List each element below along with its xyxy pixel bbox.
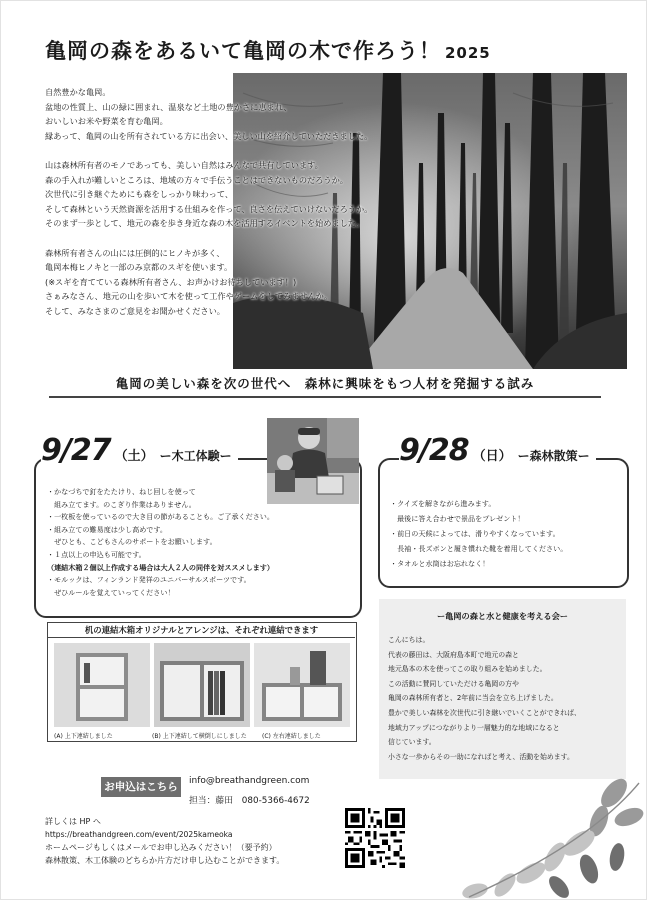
day1-dow: （土）	[114, 449, 154, 464]
message-line: 地域力アップにつながりより一層魅力的な地域になると	[388, 723, 560, 732]
intro-paragraph-1	[45, 85, 425, 143]
organization-panel	[379, 599, 626, 779]
intro-line: そのまず一歩として、地元の森を歩き身近な森の木を活用するイベントを始めました。	[45, 218, 365, 229]
box-caption-c: (C) 左右連結しました	[262, 733, 321, 740]
intro-line: (※スギを育てている森林所有者さん、お声かけお待ちしています！)	[45, 276, 297, 287]
qr-code[interactable]	[345, 808, 405, 868]
contact-phone: 担当：藤田 080-5366-4672	[189, 796, 310, 806]
homepage-link[interactable]: https://breathandgreen.com/event/2025kameoka	[45, 830, 233, 839]
day1-item-note: （連結木箱２個以上作成する場合は大人２人の同伴を対ススメします）	[47, 562, 274, 572]
intro-line: そして森林という天然資源を活用する仕組みを作って、良さを伝えていけないだろうか。	[45, 203, 373, 214]
box-caption-a: (A) 上下連結しました	[54, 733, 113, 740]
box-photo-a	[54, 643, 150, 727]
leaves-decoration	[439, 773, 647, 900]
day1-item: ・組み立ての難易度は少し高めです。	[47, 524, 168, 534]
day2-item: ・前日の天候によっては、滑りやすくなっています。	[390, 529, 560, 538]
day2-item: ・タオルと水筒はお忘れなく！	[390, 559, 490, 568]
box-b-illustration	[154, 643, 250, 727]
day2-item: ・クイズを解きながら進みます。	[390, 499, 496, 508]
day1-heading	[41, 433, 238, 468]
intro-paragraph-2	[45, 158, 425, 231]
box-photo-c	[254, 643, 350, 727]
page-title	[45, 35, 491, 65]
intro-line: おいしいお米や野菜を育む亀岡。	[45, 116, 168, 127]
intro-line: さぁみなさん、地元の山を歩いて木を使って工作やゲームをしてみませんか。	[45, 291, 333, 302]
day2-item: 最後に答え合わせで景品をプレゼント！	[390, 514, 525, 523]
message-line: 代表の藤田は、大阪府島本町で地元の森と	[388, 650, 519, 659]
box-c-illustration	[254, 643, 350, 727]
intro-line: 自然豊かな亀岡。	[45, 87, 111, 97]
message-line: この活動に賛同していただける亀岡の方や	[388, 679, 519, 688]
woodwork-illustration	[267, 418, 359, 504]
intro-paragraph-3	[45, 246, 425, 319]
organization-message	[388, 633, 624, 764]
footer-line: ホームページもしくはメールでお申し込みください！（要予約）	[45, 843, 277, 852]
day1-item: ・一枚板を使っているので大き目の節があることも。ご了承ください。	[47, 512, 274, 522]
box-caption-b: (B) 上下連結して横倒しにしました	[152, 733, 247, 740]
day1-item: ・１点以上の申込も可能です。	[47, 549, 146, 559]
woodwork-photo	[267, 418, 359, 504]
day2-date: 9/28	[399, 433, 469, 468]
day1-date-num: 27	[70, 433, 111, 468]
day2-date-num: 28	[428, 433, 469, 468]
intro-line: そして、みなさまのご意見をお聞かせください。	[45, 305, 225, 316]
tagline-banner	[49, 372, 601, 398]
message-line: 信じています。	[388, 738, 436, 747]
day1-date: 9/27	[41, 433, 111, 468]
message-line: 地元島本の木を使ってこの取り組みを始めました。	[388, 665, 547, 674]
day2-dow: （日）	[472, 449, 512, 464]
intro-line: 盆地の性質上、山の緑に囲まれ、温泉など土地の豊かさに恵まれ、	[45, 101, 292, 112]
day1-item: ・かなづちで釘をたたけり、ねじ回しを使って	[47, 487, 196, 496]
intro-line: 次世代に引き継ぐためにも森をしっかり味わって、	[45, 189, 234, 200]
title-year: 2025	[445, 44, 491, 62]
day1-item: ぜひルールを覚えていってください！	[47, 587, 175, 597]
intro-line: 山は森林所有者のモノであっても、美しい自然はみんなで共有しています。	[45, 159, 323, 170]
day1-item: ・モルックは、フィンランド発祥のユニバーサルスポーツです。	[47, 575, 251, 585]
box-a-illustration	[54, 643, 150, 727]
day2-details	[390, 496, 626, 571]
intro-line: 森林所有者さんの山には圧倒的にヒノキが多く、	[45, 247, 225, 258]
tagline-text: 亀岡の美しい森を次の世代へ 森林に興味をもつ人材を発掘する試み	[115, 376, 535, 391]
contact-email[interactable]: info@breathandgreen.com	[189, 776, 310, 786]
day2-item: 長袖・長ズボンと履き慣れた靴を着用してください。	[390, 544, 568, 553]
boxes-title: 机の連結木箱オリジナルとアレンジは、それぞれ連結できます	[48, 623, 355, 638]
wooden-boxes-panel	[47, 622, 357, 742]
message-line: 亀岡の森林所有者と、2年前に当会を立ち上げました。	[388, 694, 558, 703]
day1-item: ぜひとも、こどもさんのサポートをお願いします。	[47, 537, 217, 547]
intro-line: 森の手入れが難しいところは、地域の方々で手伝うことはできないものだろうか。	[45, 174, 348, 185]
footer-text	[45, 815, 284, 867]
box-photo-b	[154, 643, 250, 727]
day1-event: ー木工体験ー	[159, 449, 232, 463]
footer-line: 詳しくは HP へ	[45, 817, 101, 826]
organization-title: ー亀岡の森と水と健康を考える会ー	[436, 611, 568, 621]
day2-heading	[399, 433, 596, 468]
message-line: 小さな一歩からその一助になればと考え、活動を始めます。	[388, 752, 574, 761]
footer-line: 森林散策、木工体験のどちらか片方だけ申し込むことができます。	[45, 856, 285, 865]
day1-item: 組み立てます。のこぎり作業はありません。	[47, 499, 196, 509]
intro-text	[45, 85, 425, 333]
intro-line: 亀岡本梅ヒノキと一部のみ京都のスギを使います。	[45, 262, 233, 273]
message-line: こんにちは。	[388, 636, 430, 644]
message-line: 豊かで美しい森林を次世代に引き継いでいくことができれば、	[388, 708, 581, 717]
intro-line: 縁あって、亀岡の山を所有されている方に出会い、美しい山を紹介していただきました。	[45, 130, 373, 141]
apply-button[interactable]: お申込はこちら	[101, 777, 181, 797]
title-main: 亀岡の森をあるいて亀岡の木で作ろう！	[45, 39, 441, 63]
day2-event: ー森林散策ー	[517, 449, 590, 463]
